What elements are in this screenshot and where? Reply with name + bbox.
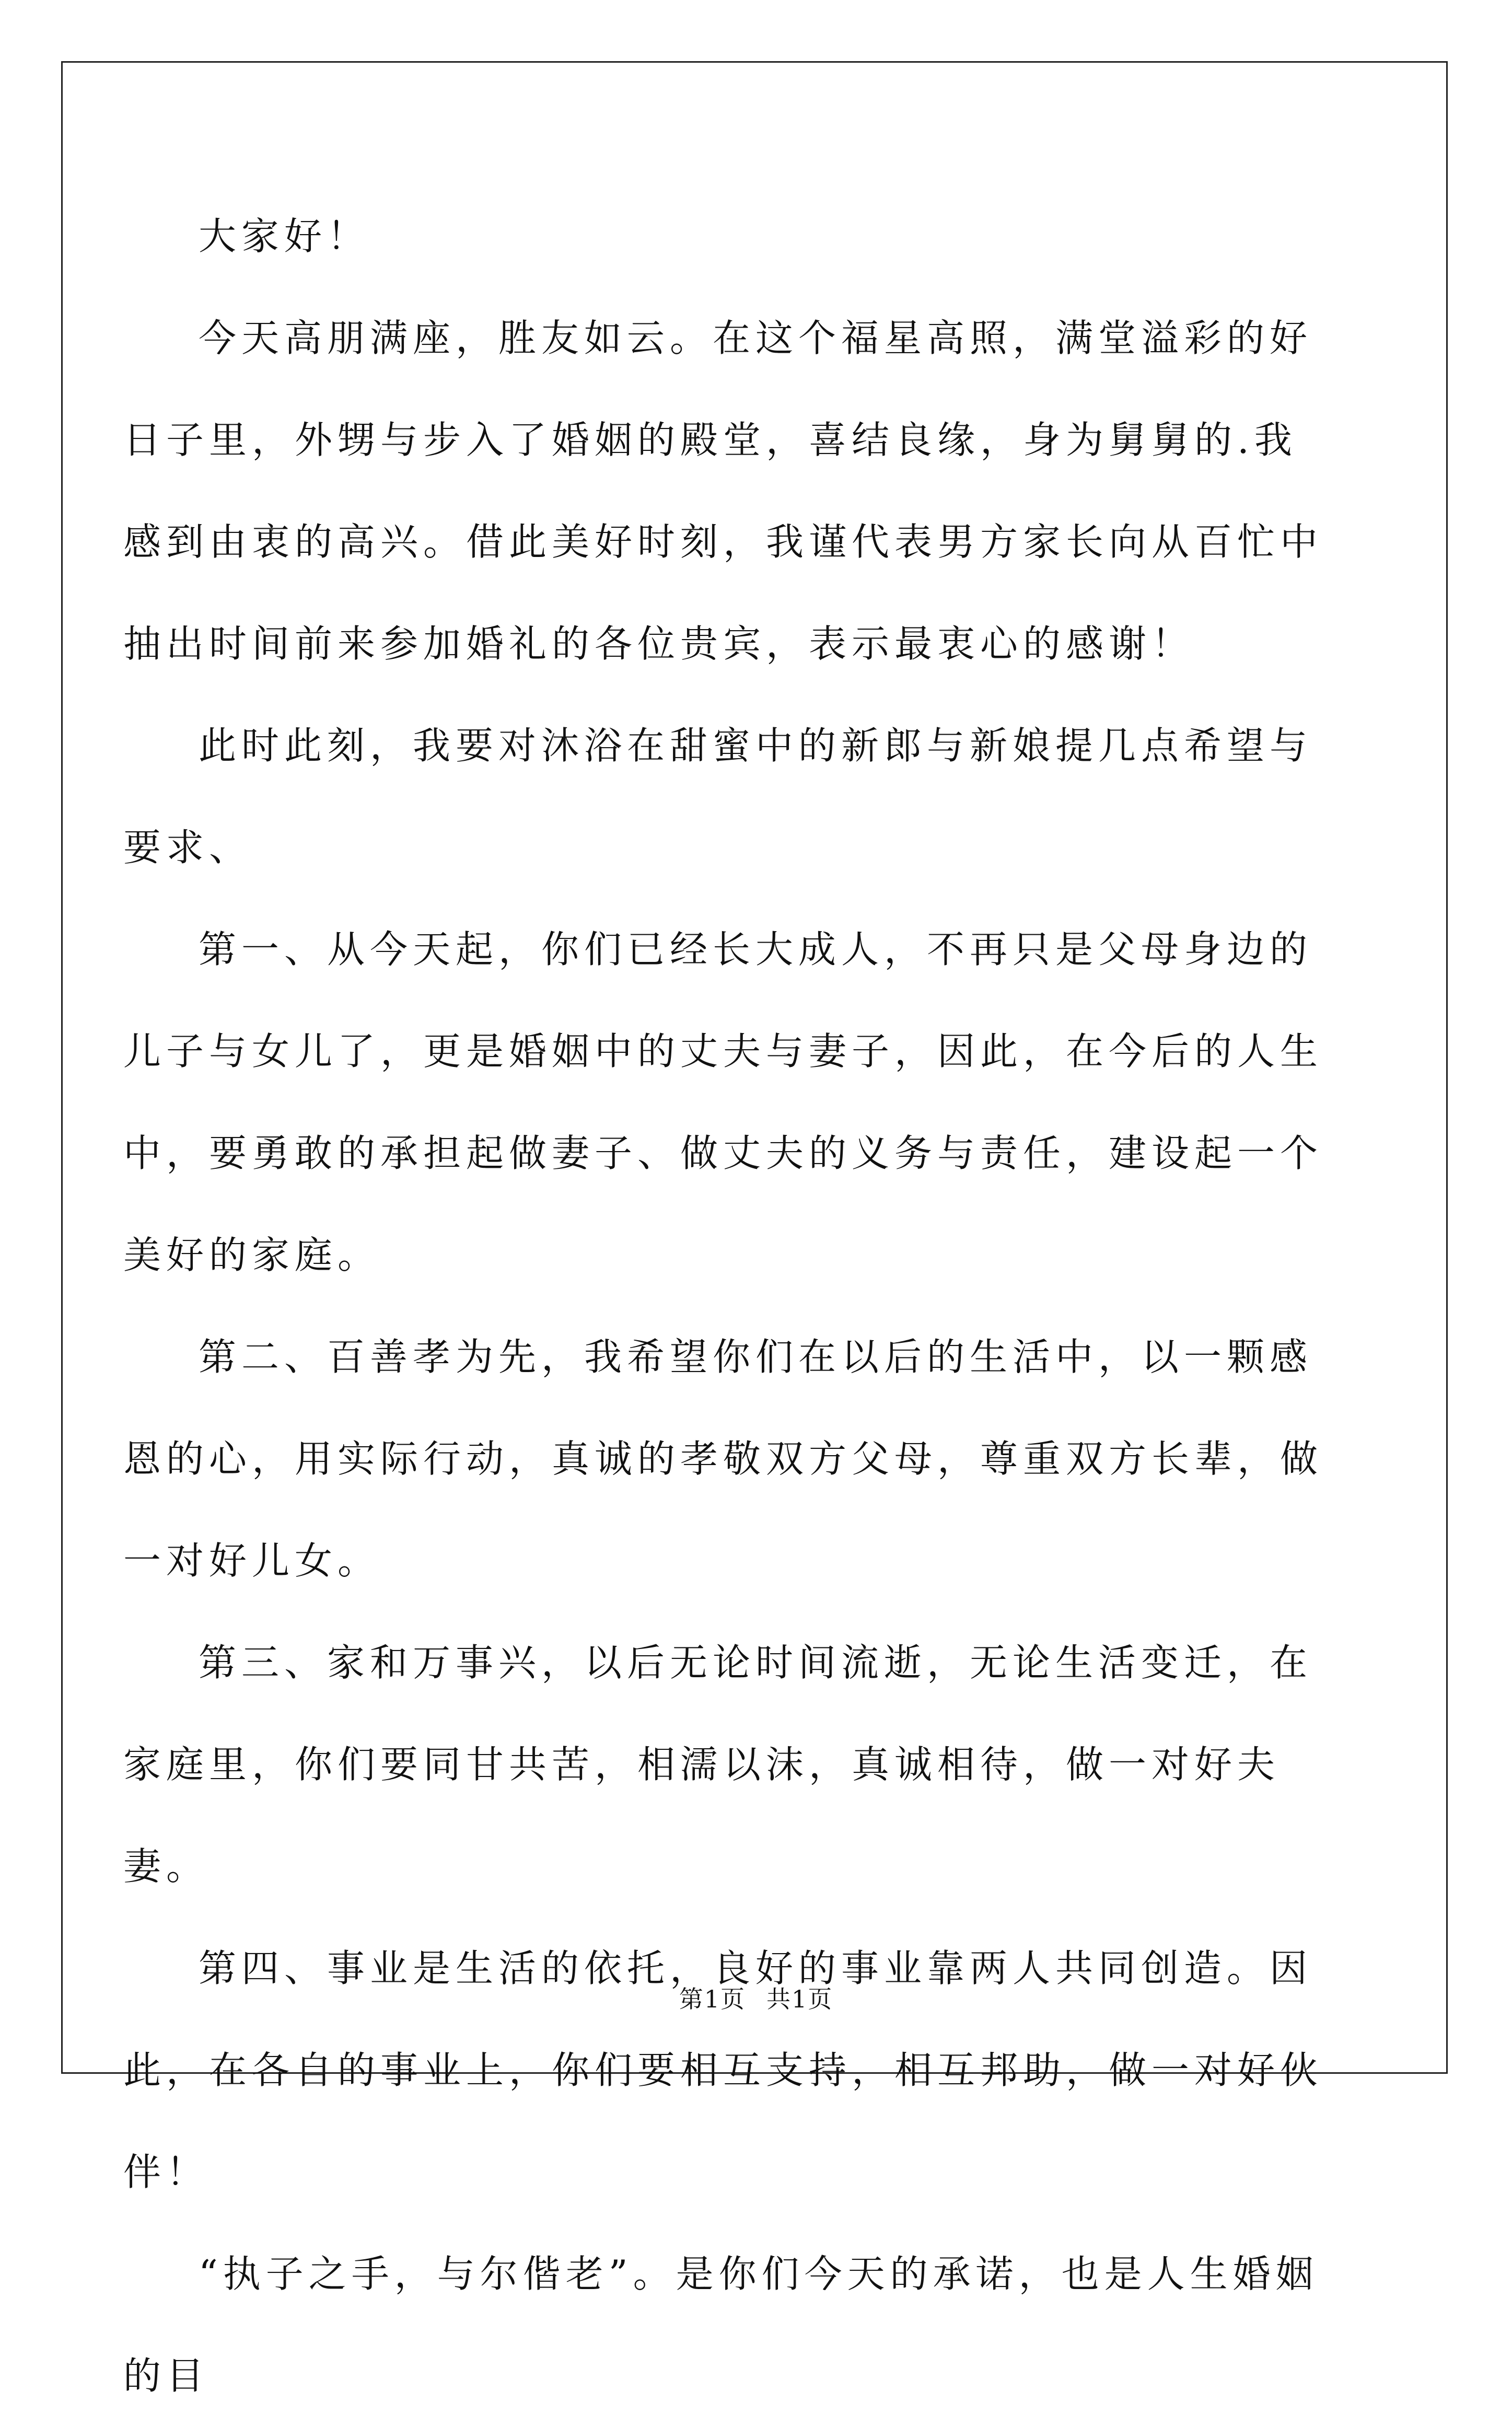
page-number-current: 第1页 bbox=[679, 1985, 746, 2013]
paragraph-point-one: 第一、从今天起，你们已经长大成人，不再只是父母身边的儿子与女儿了，更是婚姻中的丈夫与妻子，因此，在今后的人生中，要勇敢的承担起做妻子、做丈夫的义务与责任，建设起一个美好的家庭。 bbox=[123, 927, 1323, 1277]
paragraph-point-two: 第二、百善孝为先，我希望你们在以后的生活中，以一颗感恩的心，用实际行动，真诚的孝敬双方父母，尊重双方长辈，做一对好儿女。 bbox=[123, 1335, 1323, 1583]
document-body bbox=[123, 185, 1325, 2427]
paragraph-opening: 今天高朋满座，胜友如云。在这个福星高照，满堂溢彩的好日子里，外甥与步入了婚姻的殿堂，喜结良缘，身为舅舅的.我感到由衷的高兴。借此美好时刻，我谨代表男方家长向从百忙中抽出时间前来参加婚礼的各位贵宾，表示最衷心的感谢！ bbox=[123, 316, 1323, 666]
paragraph-greeting: 大家好！ bbox=[199, 214, 370, 258]
page-number-total: 共1页 bbox=[766, 1985, 833, 2013]
paragraph-closing: “执子之手，与尔偕老”。是你们今天的承诺，也是人生婚姻的目 bbox=[123, 2252, 1319, 2398]
page-footer bbox=[0, 1980, 1512, 2015]
paragraph-point-four: 第四、事业是生活的依托，良好的事业靠两人共同创造。因此，在各自的事业上，你们要相互支持，相互邦助，做一对好伙伴！ bbox=[123, 1946, 1323, 2194]
paragraph-point-three: 第三、家和万事兴，以后无论时间流逝，无论生活变迁，在家庭里，你们要同甘共苦，相濡以沫，真诚相待，做一对好夫妻。 bbox=[123, 1641, 1313, 1888]
paragraph-wishes-intro: 此时此刻，我要对沐浴在甜蜜中的新郎与新娘提几点希望与要求、 bbox=[123, 724, 1313, 869]
